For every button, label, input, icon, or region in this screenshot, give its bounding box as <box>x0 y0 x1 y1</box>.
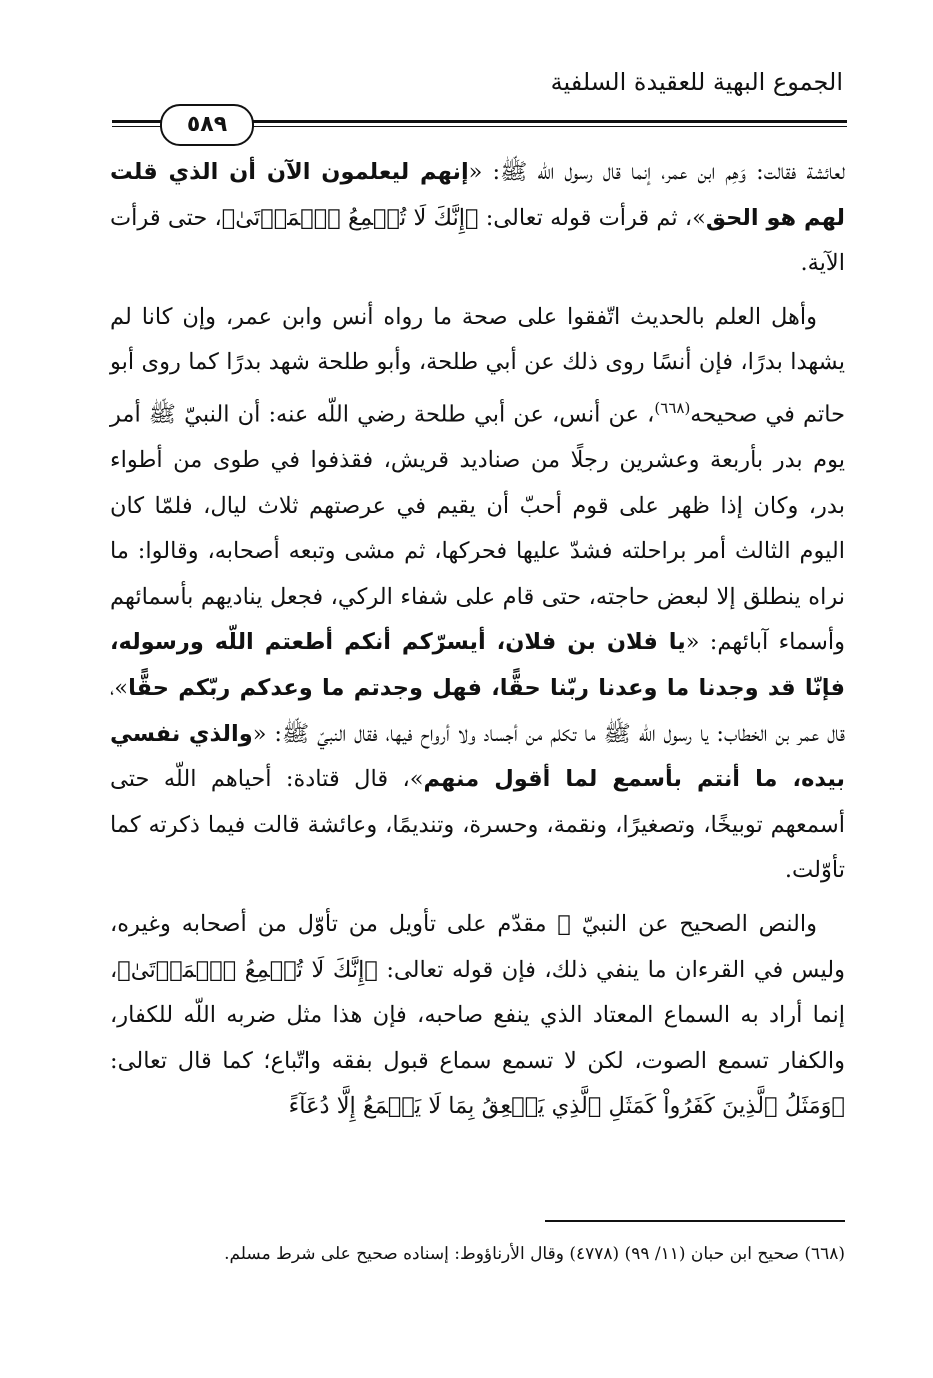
running-header-title: الجموع البهية للعقيدة السلفية <box>550 68 843 96</box>
paragraph-2 <box>110 295 845 894</box>
p1-bold-hadith: إنهم ليعلمون الآن أن الذي قلت لهم هو الحق <box>110 159 845 231</box>
p3-text-1: والنص الصحيح عن النبيّ ﷺ مقدّم على تأويل من تأوّل من أصحابه وغيره، وليس في القرءان ما ينفي ذلك، فإن قوله تعالى: ﴿إِنَّكَ لَا تُسۡمِعُ ٱلۡمَوۡتَىٰ﴾، إنما أراد به السماع المعتاد الذي ينفع صاحبه، فإن هذا مثل ضربه اللّه للكفار، والكفار تسمع الصوت، لكن لا تسمع سماع قبول بفقه واتّباع؛ كما قال تعالى: ﴿وَمَثَلُ ٱلَّذِينَ كَفَرُواْ كَمَثَلِ ٱلَّذِي يَنۡعِقُ بِمَا لَا يَسۡمَعُ إِلَّا دُعَآءً <box>110 911 845 1120</box>
p2-text-3: »، قال عمر بن الخطاب: يا رسول اللّه ﷺ ما تكلم من أجساد ولا أرواح فيها، فقال النبيّ ﷺ: « <box>110 675 845 747</box>
paragraph-1 <box>110 150 845 287</box>
p2-text-4: »، قال قتادة: أحياهم اللّه حتى أسمعهم توبيخًا، وتصغيرًا، ونقمة، وحسرة، وتنديمًا، وعائشة قالت فيما ذكرته كما تأوّلت. <box>110 766 845 884</box>
footnote-rule <box>545 1220 845 1222</box>
paragraph-3 <box>110 902 845 1130</box>
p2-bold-hadith-1: يا فلان بن فلان، أيسرّكم أنكم أطعتم اللّه ورسوله، فإنّا قد وجدنا ما وعدنا ربّنا حقًّا، فهل وجدتم ما وعدكم ربّكم حقًّا <box>110 629 845 702</box>
p2-bold-hadith-2: والذي نفسي بيده، ما أنتم بأسمع لما أقول منهم <box>110 720 845 793</box>
main-text <box>110 150 845 1130</box>
footnote-ref[interactable]: (٦٦٨) <box>654 398 691 417</box>
p2-text-1: وأهل العلم بالحديث اتّفقوا على صحة ما رواه أنس وابن عمر، وإن كانا لم يشهدا بدرًا، فإن أنسًا روى ذلك عن أبي طلحة، وأبو طلحة شهد بدرًا كما روى أبو حاتم في صحيحه <box>110 303 845 428</box>
footnote: (٦٦٨) صحيح ابن حبان (١١/ ٩٩) (٤٧٧٨) وقال الأرناؤوط: إسناده صحيح على شرط مسلم. <box>224 1244 845 1264</box>
p1-text-2: »، ثم قرأت قوله تعالى: ﴿إِنَّكَ لَا تُسۡمِعُ ٱلۡمَوۡتَىٰ﴾، حتى قرأت الآية. <box>110 204 845 277</box>
page-number-badge: ٥٨٩ <box>160 104 254 146</box>
p1-text-1: لعائشة فقالت: وَهِم ابن عمر، إنما قال رسول اللّه ﷺ: « <box>468 159 846 185</box>
p2-text-2: ، عن أنس، عن أبي طلحة رضي اللّه عنه: أن النبيّ ﷺ أمر يوم بدر بأربعة وعشرين رجلًا من صناديد قريش، فقذفوا في طوى من أطواء بدر، وكان إذا ظهر على قوم أحبّ أن يقيم في عرصتهم ثلاث ليال، فلمّا كان اليوم الثالث أمر براحلته فشدّ عليها فحركها، ثم مشى وتبعه أصحابه، وقالوا: ما نراه ينطلق إلا لبعض حاجته، حتى قام على شفاء الركي، فجعل يناديهم بأسمائهم وأسماء آبائهم: « <box>110 401 845 656</box>
